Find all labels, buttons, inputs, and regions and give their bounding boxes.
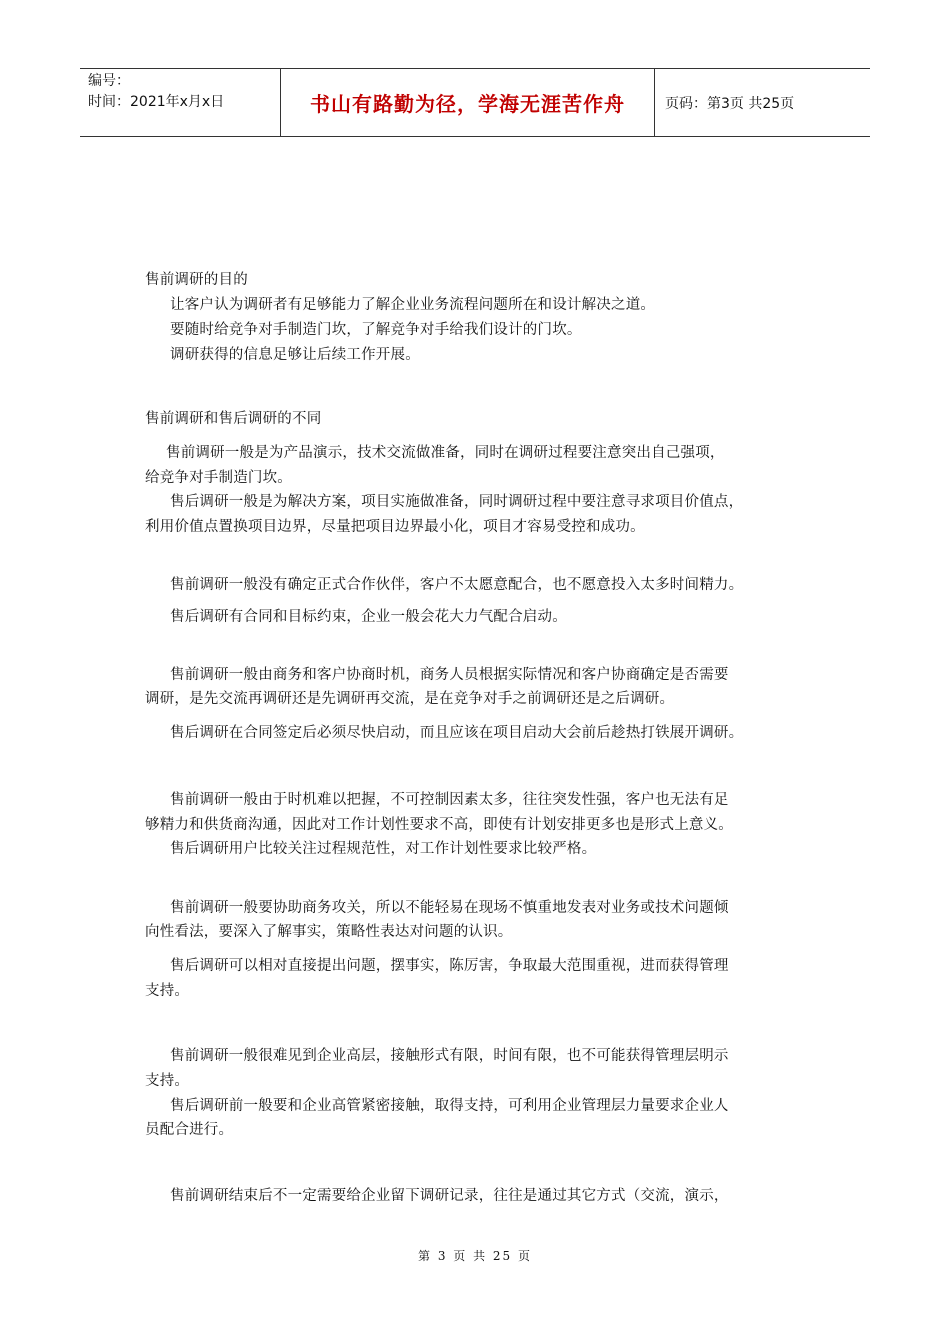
header-meta-cell [80, 69, 281, 136]
date-label: 时间：2021年x月x日 [88, 94, 225, 110]
paragraph-line: 向性看法，要深入了解事实，策略性表达对问题的认识。 [145, 924, 513, 940]
paragraph-line: 给竞争对手制造门坎。 [145, 470, 292, 486]
paragraph-line: 售前调研一般要协助商务攻关，所以不能轻易在现场不慎重地发表对业务或技术问题倾 [170, 900, 729, 916]
paragraph-line: 售后调研前一般要和企业高管紧密接触，取得支持，可利用企业管理层力量要求企业人 [170, 1098, 729, 1114]
paragraph-line: 售前调研一般很难见到企业高层，接触形式有限，时间有限，也不可能获得管理层明示 [170, 1048, 729, 1064]
paragraph-line: 售前调研一般没有确定正式合作伙伴，客户不太愿意配合，也不愿意投入太多时间精力。 [170, 577, 744, 593]
document-header [80, 68, 870, 137]
paragraph-line: 售后调研有合同和目标约束，企业一般会花大力气配合启动。 [170, 609, 567, 625]
paragraph-line: 售前调研一般是为产品演示，技术交流做准备，同时在调研过程要注意突出自己强项， [166, 445, 725, 461]
paragraph-line: 支持。 [145, 1073, 190, 1089]
paragraph-line: 支持。 [145, 983, 190, 999]
header-page-info: 页码：第3页 共25页 [665, 95, 795, 112]
paragraph-line: 利用价值点置换项目边界，尽量把项目边界最小化，项目才容易受控和成功。 [145, 519, 645, 535]
paragraph-line: 售后调研一般是为解决方案，项目实施做准备，同时调研过程中要注意寻求项目价值点， [170, 494, 744, 510]
paragraph-line: 调研获得的信息足够让后续工作开展。 [170, 347, 420, 363]
paragraph-line: 让客户认为调研者有足够能力了解企业业务流程问题所在和设计解决之道。 [170, 297, 656, 313]
paragraph-line: 售前调研一般由于时机难以把握，不可控制因素太多，往往突发性强，客户也无法有足 [170, 792, 729, 808]
section-heading: 售前调研的目的 [145, 272, 248, 288]
paragraph-line: 售前调研结束后不一定需要给企业留下调研记录，往往是通过其它方式（交流，演示， [170, 1188, 729, 1204]
paragraph-line: 售后调研可以相对直接提出问题，摆事实，陈厉害，争取最大范围重视，进而获得管理 [170, 958, 729, 974]
paragraph-line: 员配合进行。 [145, 1122, 234, 1138]
header-motto: 书山有路勤为径，学海无涯苦作舟 [281, 69, 655, 136]
paragraph-line: 售后调研在合同签定后必须尽快启动，而且应该在项目启动大会前后趁热打铁展开调研。 [170, 725, 744, 741]
paragraph-line: 要随时给竞争对手制造门坎，了解竞争对手给我们设计的门坎。 [170, 322, 582, 338]
paragraph-line: 售前调研一般由商务和客户协商时机，商务人员根据实际情况和客户协商确定是否需要 [170, 667, 729, 683]
section-heading: 售前调研和售后调研的不同 [145, 411, 322, 427]
paragraph-line: 调研，是先交流再调研还是先调研再交流，是在竞争对手之前调研还是之后调研。 [145, 691, 675, 707]
page-footer: 第 3 页 共 25 页 [418, 1249, 532, 1263]
paragraph-line: 够精力和供货商沟通，因此对工作计划性要求不高，即使有计划安排更多也是形式上意义。 [145, 817, 733, 833]
paragraph-line: 售后调研用户比较关注过程规范性，对工作计划性要求比较严格。 [170, 841, 597, 857]
number-label: 编号： [88, 73, 130, 89]
